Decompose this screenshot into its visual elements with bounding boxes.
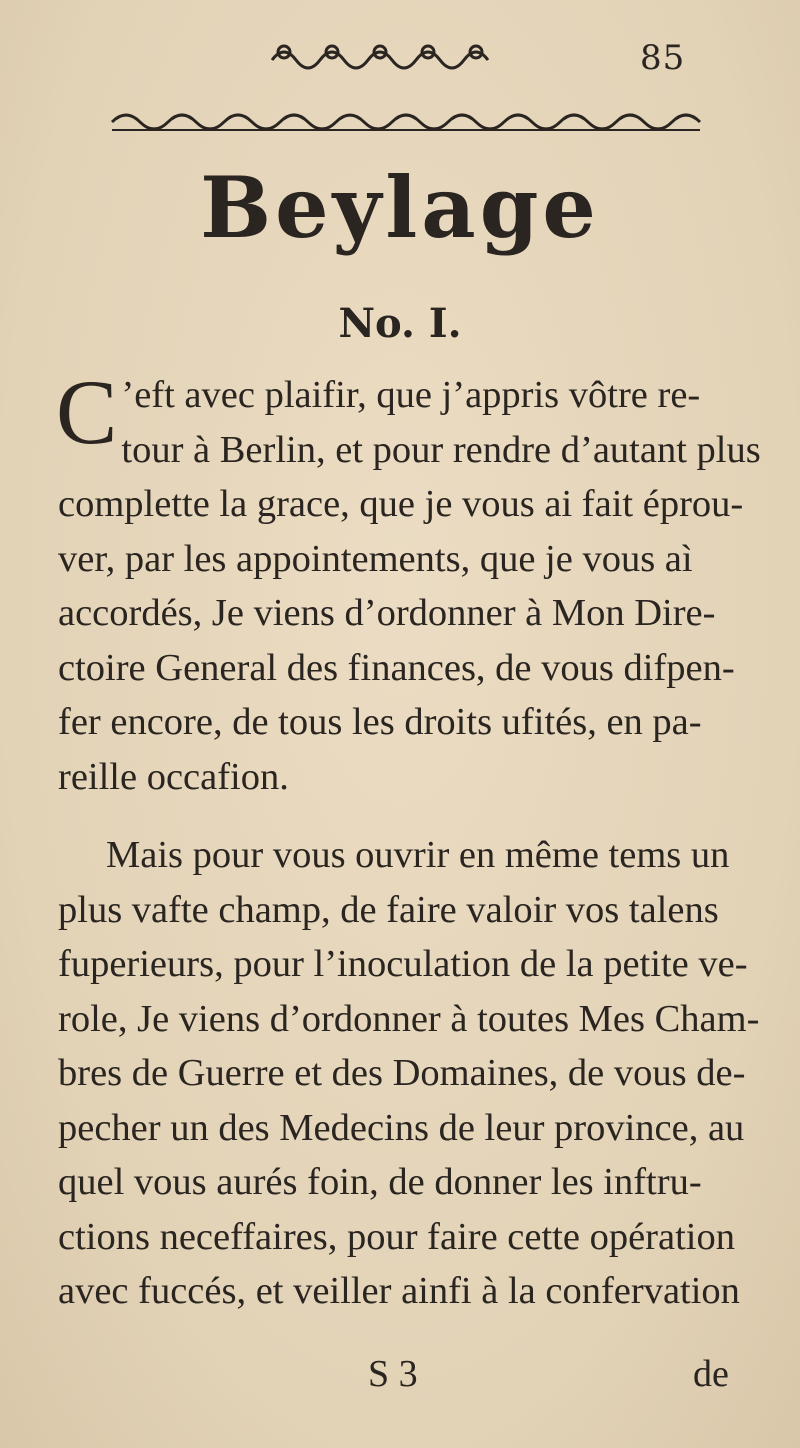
page-number: 85 xyxy=(640,38,686,78)
text-line: complette la grace, que je vous ai fait éprou- xyxy=(58,483,744,525)
text-line: quel vous aurés foin, de donner les inftru- xyxy=(58,1161,702,1203)
page-footer xyxy=(0,1352,800,1412)
text-line: fuperieurs, pour l’inoculation de la petite ve- xyxy=(58,943,748,985)
text-line: role, Je viens d’ordonner à toutes Mes Cham- xyxy=(58,997,760,1040)
text-line: ’eft avec plaifir, que j’appris vôtre re- xyxy=(121,374,701,416)
section-number: No. I. xyxy=(338,300,462,347)
signature-mark: S 3 xyxy=(368,1353,418,1395)
drop-cap: C xyxy=(56,361,118,463)
text-line: bres de Guerre et des Domaines, de vous de- xyxy=(58,1052,746,1094)
text-line: tour à Berlin, et pour rendre d’autant plus xyxy=(121,428,761,471)
text-line: plus vafte champ, de faire valoir vos talens xyxy=(58,888,719,931)
paragraph-1 xyxy=(56,361,761,804)
text-line: ver, par les appointements, que je vous aì xyxy=(58,537,693,580)
page-title: Beylage xyxy=(200,158,600,257)
text-line: Mais pour vous ouvrir en même tems un xyxy=(106,834,730,876)
text-line: accordés, Je viens d’ordonner à Mon Dire- xyxy=(58,592,716,634)
floral-ornament-icon xyxy=(262,40,512,76)
text-line: fer encore, de tous les droits ufités, en pa- xyxy=(58,701,702,743)
text-line: ctions neceffaires, pour faire cette opération xyxy=(58,1215,735,1258)
text-line: reille occafion. xyxy=(58,755,289,798)
paragraph-2 xyxy=(58,828,760,1319)
catchword: de xyxy=(693,1353,729,1395)
text-line: avec fuccés, et veiller ainfi à la confervation xyxy=(58,1270,740,1312)
text-line: pecher un des Medecins de leur province, au xyxy=(58,1106,745,1149)
text-line: ctoire General des finances, de vous difpen- xyxy=(58,646,735,689)
decorative-border-icon xyxy=(106,104,706,140)
